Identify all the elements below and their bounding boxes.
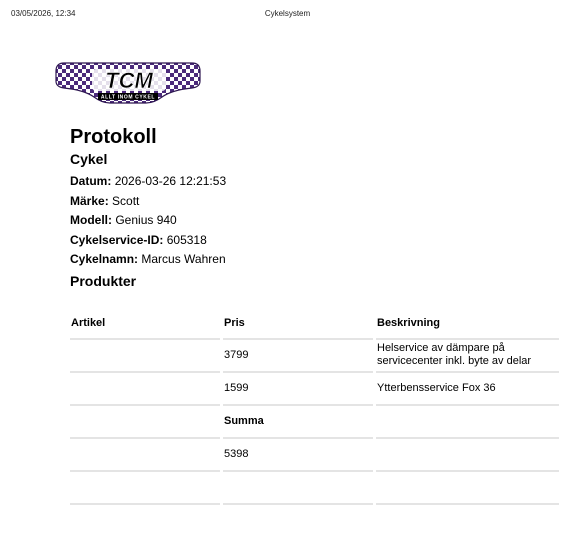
table-header-row [70,308,559,340]
cykelservice-id-value: 605318 [166,232,207,247]
column-header-artikel: Artikel [70,308,220,340]
print-date: 03/05/2026, 12:34 [11,9,76,18]
artikel-cell [70,340,220,373]
marke-row [70,192,560,212]
protocol-content [70,124,560,505]
datum-label: Datum: [70,174,112,188]
print-header [11,9,564,21]
artikel-cell [70,439,220,472]
beskrivning-cell [376,439,559,472]
marke-value: Scott [112,193,140,208]
artikel-cell [70,472,220,505]
summa-label-row [70,406,559,439]
beskrivning-cell: Helservice av dämpare på servicecenter inkl. byte av delar [376,340,559,373]
table-row [70,472,559,505]
cykelservice-id-label: Cykelservice-ID: [70,232,164,247]
logo-tagline: ALLT INOM CYKEL [100,94,156,101]
table-row [70,373,559,406]
datum-value: 2026-03-26 12:21:53 [114,174,227,188]
column-header-beskrivning: Beskrivning [376,308,559,340]
logo-text: TCM [105,68,153,93]
modell-row [70,211,560,231]
cykelnamn-label: Cykelnamn: [70,252,139,266]
beskrivning-cell: Ytterbensservice Fox 36 [376,373,559,406]
print-page-title: Cykelsystem [264,9,311,18]
beskrivning-cell [376,472,559,505]
cykel-info [70,172,560,270]
pris-cell: 1599 [223,373,373,406]
artikel-cell [70,373,220,406]
cykelservice-id-row [70,231,560,251]
modell-label: Modell: [70,213,112,227]
cykel-section-title: Cykel [70,151,108,167]
produkter-table [67,308,562,505]
summa-value: 5398 [223,439,373,472]
tcm-logo [54,61,202,105]
page-title: Protokoll [70,126,157,148]
pris-cell: 3799 [223,340,373,373]
summa-value-row [70,439,559,472]
marke-label: Märke: [70,193,109,208]
datum-row [70,172,560,192]
pris-cell [223,472,373,505]
summa-label: Summa [223,406,373,439]
modell-value: Genius 940 [115,213,177,227]
table-row [70,340,559,373]
cykelnamn-value: Marcus Wahren [141,252,226,266]
artikel-cell [70,406,220,439]
cykelnamn-row [70,250,560,270]
produkter-section-title: Produkter [70,272,137,289]
column-header-pris: Pris [223,308,373,340]
beskrivning-cell [376,406,559,439]
